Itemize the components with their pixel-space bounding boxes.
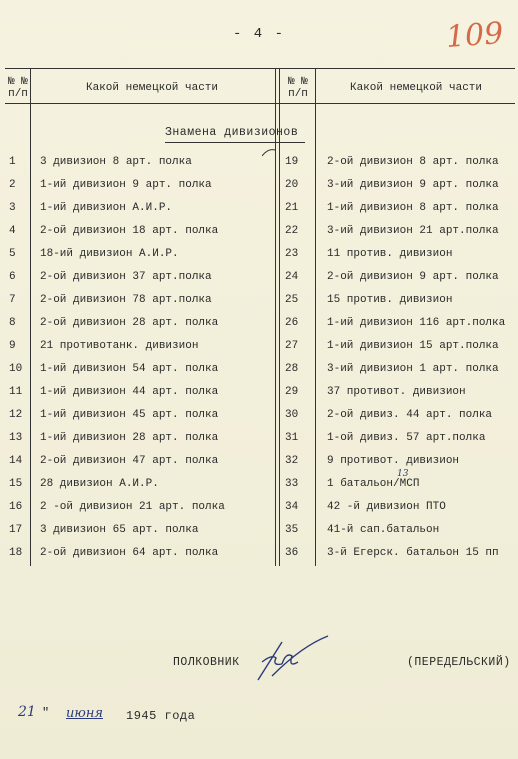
unit-name-right: 11 против. дивизион: [327, 248, 453, 260]
signature-rank: ПОЛКОВНИК: [173, 656, 240, 669]
row-number-right: 28: [285, 363, 299, 375]
row-number-left: 16: [9, 501, 23, 513]
row-number-left: 17: [9, 524, 23, 536]
row-number-left: 5: [9, 248, 16, 260]
unit-name-left: 1-ий дивизион 54 арт. полка: [40, 363, 219, 375]
unit-name-right: 15 против. дивизион: [327, 294, 453, 306]
table-row: [0, 336, 518, 359]
unit-name-left: 1-ий дивизион 9 арт. полка: [40, 179, 212, 191]
unit-name-left: 2-ой дивизион 37 арт.полка: [40, 271, 212, 283]
table-row: [0, 267, 518, 290]
signature-name: (ПЕРЕДЕЛЬСКИЙ): [407, 656, 511, 669]
unit-name-left: 1-ий дивизион А.И.Р.: [40, 202, 173, 214]
unit-name-left: 2-ой дивизион 18 арт. полка: [40, 225, 219, 237]
unit-name-right: 1 батальон/МСП: [327, 478, 420, 490]
unit-name-left: 2 -ой дивизион 21 арт. полка: [40, 501, 225, 513]
date-line: [14, 706, 274, 730]
unit-name-right: 9 противот. дивизион: [327, 455, 460, 467]
row-number-left: 10: [9, 363, 23, 375]
row-number-right: 22: [285, 225, 299, 237]
table-row: [0, 543, 518, 566]
unit-name-right: 3-й Егерск. батальон 15 пп: [327, 547, 499, 559]
date-month: июня: [66, 706, 103, 721]
unit-name-right: 1-ий дивизион 15 арт.полка: [327, 340, 499, 352]
row-number-left: 6: [9, 271, 16, 283]
row-number-left: 9: [9, 340, 16, 352]
table-row: [0, 313, 518, 336]
row-number-left: 4: [9, 225, 16, 237]
date-quote: ": [42, 706, 50, 720]
table-row: [0, 382, 518, 405]
row-number-left: 8: [9, 317, 16, 329]
archive-number: 109: [444, 16, 505, 55]
unit-name-left: 3 дивизион 65 арт. полка: [40, 524, 199, 536]
table-row: [0, 244, 518, 267]
table-row: [0, 474, 518, 497]
row-number-left: 2: [9, 179, 16, 191]
unit-name-right: 37 противот. дивизион: [327, 386, 466, 398]
handwritten-signature: [252, 632, 332, 687]
header-right-title: Какой немецкой части: [349, 82, 483, 94]
unit-name-right: 2-ой дивизион 8 арт. полка: [327, 156, 499, 168]
row-number-left: 3: [9, 202, 16, 214]
row-number-left: 7: [9, 294, 16, 306]
table-row: [0, 405, 518, 428]
row-number-left: 1: [9, 156, 16, 168]
row-number-right: 21: [285, 202, 299, 214]
table-top-rule: [5, 68, 515, 69]
header-left-num: № № п/п: [8, 76, 28, 100]
unit-name-right: 3-ий дивизион 9 арт. полка: [327, 179, 499, 191]
row-number-left: 18: [9, 547, 23, 559]
handwritten-annotation: 13: [397, 469, 409, 479]
section-title: Знамена дивизионов: [165, 126, 299, 139]
table-row: [0, 221, 518, 244]
unit-name-left: 2-ой дивизион 47 арт. полка: [40, 455, 219, 467]
row-number-left: 12: [9, 409, 23, 421]
date-year: 1945 года: [126, 709, 196, 723]
row-number-right: 20: [285, 179, 299, 191]
unit-name-left: 21 противотанк. дивизион: [40, 340, 199, 352]
unit-name-right: 41-й сап.батальон: [327, 524, 440, 536]
row-number-right: 32: [285, 455, 299, 467]
unit-name-right: 42 -й дивизион ПТО: [327, 501, 446, 513]
table-header-rule: [5, 103, 515, 104]
unit-name-left: 1-ий дивизион 28 арт. полка: [40, 432, 219, 444]
table-row: [0, 497, 518, 520]
unit-name-left: 2-ой дивизион 64 арт. полка: [40, 547, 219, 559]
row-number-right: 35: [285, 524, 299, 536]
row-number-right: 26: [285, 317, 299, 329]
unit-name-left: 1-ий дивизион 45 арт. полка: [40, 409, 219, 421]
row-number-right: 36: [285, 547, 299, 559]
row-number-left: 13: [9, 432, 23, 444]
row-number-right: 34: [285, 501, 299, 513]
table-row: [0, 359, 518, 382]
header-left-title: Какой немецкой части: [85, 82, 219, 94]
unit-name-left: 18-ий дивизион А.И.Р.: [40, 248, 179, 260]
unit-name-left: 2-ой дивизион 78 арт.полка: [40, 294, 212, 306]
unit-name-left: 2-ой дивизион 28 арт. полка: [40, 317, 219, 329]
unit-name-right: 1-ой дивиз. 57 арт.полка: [327, 432, 486, 444]
section-title-underline: [165, 142, 305, 143]
row-number-right: 31: [285, 432, 299, 444]
row-number-left: 15: [9, 478, 23, 490]
unit-name-right: 3-ий дивизион 1 арт. полка: [327, 363, 499, 375]
row-number-right: 33: [285, 478, 299, 490]
row-number-right: 25: [285, 294, 299, 306]
unit-name-right: 3-ий дивизион 21 арт.полка: [327, 225, 499, 237]
row-number-right: 23: [285, 248, 299, 260]
table-row: [0, 451, 518, 474]
unit-name-right: 2-ой дивизион 9 арт. полка: [327, 271, 499, 283]
table-row: [0, 152, 518, 175]
table-row: [0, 520, 518, 543]
table-row: [0, 290, 518, 313]
unit-name-left: 28 дивизион А.И.Р.: [40, 478, 159, 490]
row-number-right: 19: [285, 156, 299, 168]
unit-name-right: 1-ий дивизион 116 арт.полка: [327, 317, 506, 329]
row-number-left: 11: [9, 386, 23, 398]
row-number-right: 29: [285, 386, 299, 398]
row-number-right: 27: [285, 340, 299, 352]
unit-name-left: 3 дивизион 8 арт. полка: [40, 156, 192, 168]
date-day: 21: [18, 704, 36, 720]
row-number-left: 14: [9, 455, 23, 467]
unit-name-right: 1-ий дивизион 8 арт. полка: [327, 202, 499, 214]
row-number-right: 30: [285, 409, 299, 421]
unit-name-left: 1-ий дивизион 44 арт. полка: [40, 386, 219, 398]
table-row: [0, 428, 518, 451]
header-right-num: № № п/п: [288, 76, 308, 100]
table-row: [0, 198, 518, 221]
unit-name-right: 2-ой дивиз. 44 арт. полка: [327, 409, 493, 421]
row-number-right: 24: [285, 271, 299, 283]
table-row: [0, 175, 518, 198]
page-number: - 4 -: [232, 26, 285, 42]
